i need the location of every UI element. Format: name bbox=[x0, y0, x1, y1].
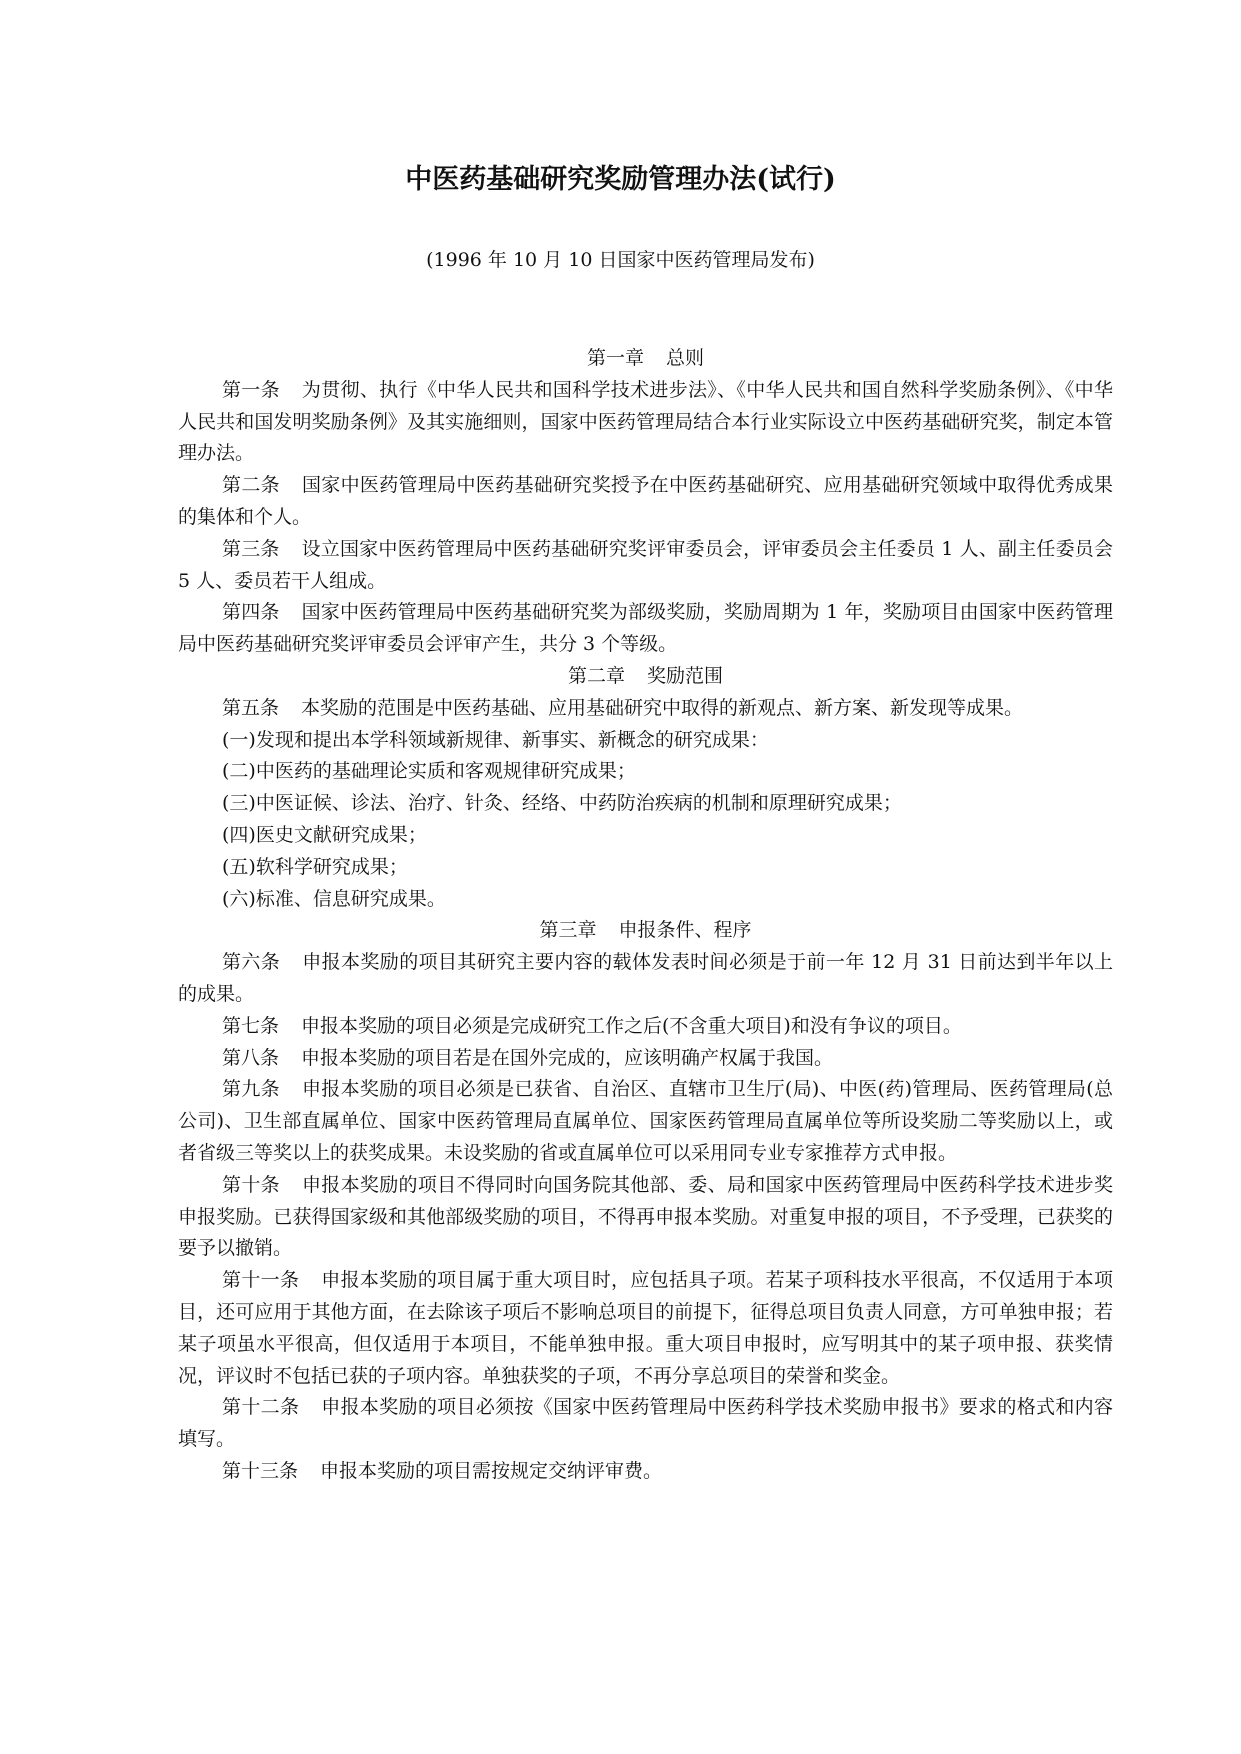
article-paragraph bbox=[178, 947, 1113, 1011]
article-text: 申报本奖励的项目若是在国外完成的，应该明确产权属于我国。 bbox=[301, 1046, 834, 1069]
article-number: 第十二条 bbox=[222, 1396, 300, 1419]
article-number: 第四条 bbox=[222, 601, 280, 624]
article-number: 第九条 bbox=[222, 1078, 280, 1101]
article-number: 第十一条 bbox=[222, 1269, 300, 1292]
article-paragraph bbox=[178, 1170, 1113, 1265]
article-number: 第六条 bbox=[222, 951, 281, 974]
article-paragraph bbox=[178, 1456, 1113, 1488]
article-paragraph bbox=[178, 693, 1113, 725]
chapter-number: 第三章 bbox=[539, 919, 597, 942]
article-number: 第七条 bbox=[222, 1014, 280, 1037]
article-text: 申报本奖励的项目需按规定交纳评审费。 bbox=[320, 1459, 663, 1482]
document-title: 中医药基础研究奖励管理办法(试行) bbox=[405, 164, 836, 195]
chapter-name: 总则 bbox=[666, 347, 705, 369]
list-item: (四)医史文献研究成果； bbox=[222, 823, 427, 846]
list-item: (三)中医证候、诊法、治疗、针灸、经络、中药防治疾病的机制和原理研究成果； bbox=[222, 792, 902, 815]
chapter-number: 第一章 bbox=[586, 347, 644, 369]
article-text: 为贯彻、执行《中华人民共和国科学技术进步法》、《中华人民共和国自然科学奖励条例》、《中华人民共和国发明奖励条例》及其实施细则，国家中医药管理局结合本行业实际设立中医药基础研究奖，制定本管理办法。 bbox=[178, 378, 1113, 465]
chapter-number: 第二章 bbox=[567, 664, 625, 687]
article-text: 申报本奖励的项目必须是完成研究工作之后(不含重大项目)和没有争议的项目。 bbox=[301, 1014, 962, 1037]
article-paragraph bbox=[178, 375, 1113, 470]
article-number: 第十三条 bbox=[222, 1459, 299, 1482]
article-paragraph bbox=[178, 470, 1113, 534]
article-number: 第三条 bbox=[222, 537, 280, 560]
chapter-heading bbox=[178, 915, 1113, 947]
article-number: 第一条 bbox=[222, 378, 280, 401]
article-text: 申报本奖励的项目属于重大项目时，应包括具子项。若某子项科技水平很高，不仅适用于本项目，还可应用于其他方面，在去除该子项后不影响总项目的前提下，征得总项目负责人同意，方可单独申报；若某子项虽水平很高，但仅适用于本项目，不能单独申报。重大项目申报时，应写明其中的某子项申报、获奖情况，评议时不包括已获的子项内容。单独获奖的子项，不再分享总项目的荣誉和奖金。 bbox=[178, 1269, 1113, 1387]
article-number: 第二条 bbox=[222, 474, 280, 497]
article-text: 设立国家中医药管理局中医药基础研究奖评审委员会，评审委员会主任委员 1 人、副主任委员会 5 人、委员若干人组成。 bbox=[178, 537, 1113, 592]
article-paragraph bbox=[178, 534, 1113, 598]
list-item: (二)中医药的基础理论实质和客观规律研究成果； bbox=[222, 760, 636, 783]
article-paragraph bbox=[178, 1392, 1113, 1456]
article-text: 本奖励的范围是中医药基础、应用基础研究中取得的新观点、新方案、新发现等成果。 bbox=[301, 696, 1024, 719]
list-item: (五)软科学研究成果； bbox=[222, 855, 408, 878]
chapter-heading bbox=[178, 661, 1113, 693]
article-number: 第五条 bbox=[222, 696, 280, 719]
list-item: (一)发现和提出本学科领域新规律、新事实、新概念的研究成果： bbox=[222, 728, 769, 751]
article-paragraph bbox=[178, 597, 1113, 661]
chapter-name: 申报条件、程序 bbox=[618, 919, 752, 942]
article-text: 申报本奖励的项目必须按《国家中医药管理局中医药科学技术奖励申报书》要求的格式和内容填写。 bbox=[178, 1396, 1113, 1451]
article-number: 第八条 bbox=[222, 1046, 280, 1069]
article-paragraph bbox=[178, 1074, 1113, 1169]
article-text: 国家中医药管理局中医药基础研究奖为部级奖励，奖励周期为 1 年，奖励项目由国家中医药管理局中医药基础研究奖评审委员会评审产生，共分 3 个等级。 bbox=[178, 601, 1113, 656]
document-subtitle: (1996 年 10 月 10 日国家中医药管理局发布) bbox=[426, 249, 815, 271]
article-text: 申报本奖励的项目必须是已获省、自治区、直辖市卫生厅(局)、中医(药)管理局、医药管理局(总公司)、卫生部直属单位、国家中医药管理局直属单位、国家医药管理局直属单位等所设奖励二等奖励以上，或者省级三等奖以上的获奖成果。未设奖励的省或直属单位可以采用同专业专家推荐方式申报。 bbox=[178, 1078, 1113, 1164]
chapter-heading bbox=[178, 343, 1113, 375]
list-item: (六)标准、信息研究成果。 bbox=[222, 887, 446, 910]
article-number: 第十条 bbox=[222, 1173, 280, 1196]
article-paragraph bbox=[178, 1011, 1113, 1043]
article-text: 申报本奖励的项目不得同时向国务院其他部、委、局和国家中医药管理局中医药科学技术进步奖申报奖励。已获得国家级和其他部级奖励的项目，不得再申报本奖励。对重复申报的项目，不予受理，已获奖的要予以撤销。 bbox=[178, 1173, 1113, 1260]
article-paragraph bbox=[178, 1265, 1113, 1392]
article-text: 申报本奖励的项目其研究主要内容的载体发表时间必须是于前一年 12 月 31 日前达到半年以上的成果。 bbox=[178, 951, 1113, 1005]
chapter-name: 奖励范围 bbox=[647, 664, 724, 687]
article-paragraph bbox=[178, 1043, 1113, 1075]
article-text: 国家中医药管理局中医药基础研究奖授予在中医药基础研究、应用基础研究领域中取得优秀成果的集体和个人。 bbox=[178, 474, 1113, 528]
document-body bbox=[178, 343, 1113, 1488]
